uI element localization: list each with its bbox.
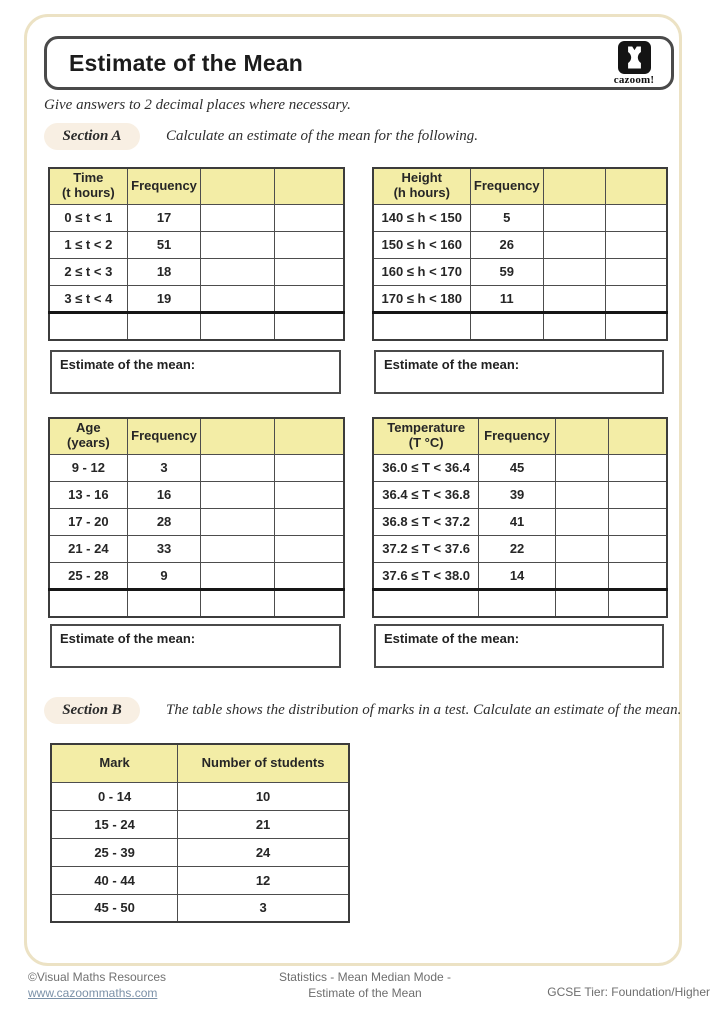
answer-cell <box>201 312 275 340</box>
answer-cell <box>201 508 275 535</box>
answer-cell <box>127 589 201 617</box>
estimate-label: Estimate of the mean: <box>384 357 520 372</box>
totals-row <box>373 589 667 617</box>
range-cell: 1 ≤ t < 2 <box>49 231 127 258</box>
answer-cell <box>555 481 608 508</box>
range-cell: 13 - 16 <box>49 481 127 508</box>
range-cell: 25 - 28 <box>49 562 127 589</box>
answer-cell <box>479 589 555 617</box>
answer-cell <box>201 535 275 562</box>
section-b-header <box>44 697 681 724</box>
range-cell: 36.8 ≤ T < 37.2 <box>373 508 479 535</box>
frequency-cell: 5 <box>470 204 544 231</box>
answer-cell <box>605 204 667 231</box>
table-row <box>51 782 349 810</box>
answer-cell <box>201 258 275 285</box>
answer-cell <box>605 231 667 258</box>
answer-cell <box>275 258 344 285</box>
answer-cell <box>275 231 344 258</box>
answer-cell <box>201 589 275 617</box>
frequency-cell: 16 <box>127 481 201 508</box>
frequency-cell: 39 <box>479 481 555 508</box>
table-temperature <box>372 417 668 618</box>
frequency-column-header: Frequency <box>470 168 544 204</box>
answer-cell <box>201 454 275 481</box>
header-row <box>373 418 667 454</box>
estimate-answer-box <box>50 350 341 394</box>
range-cell: 15 - 24 <box>51 810 178 838</box>
footer-subject-line1: Statistics - Mean Median Mode - <box>278 970 452 984</box>
answer-cell <box>608 562 667 589</box>
answer-cell <box>373 589 479 617</box>
answer-cell <box>608 481 667 508</box>
height-column-header: Height (h hours) <box>373 168 470 204</box>
answer-cell <box>275 312 344 340</box>
table-row <box>51 838 349 866</box>
answer-cell <box>608 535 667 562</box>
page-title: Estimate of the Mean <box>69 50 304 76</box>
answer-cell <box>201 204 275 231</box>
totals-row <box>49 312 344 340</box>
frequency-cell: 26 <box>470 231 544 258</box>
section-a-header <box>44 123 478 150</box>
header-row <box>49 168 344 204</box>
estimate-label: Estimate of the mean: <box>60 357 196 372</box>
table-time <box>48 167 345 341</box>
blank-header-cell <box>544 168 606 204</box>
answer-cell <box>373 312 470 340</box>
range-cell: 0 - 14 <box>51 782 178 810</box>
count-cell: 10 <box>178 782 349 810</box>
range-cell: 37.6 ≤ T < 38.0 <box>373 562 479 589</box>
answer-cell <box>608 508 667 535</box>
table-marks <box>50 743 350 923</box>
answer-cell <box>544 231 606 258</box>
answer-cell <box>470 312 544 340</box>
footer-copyright: ©Visual Maths Resources <box>28 970 167 984</box>
frequency-cell: 3 <box>127 454 201 481</box>
answer-cell <box>605 285 667 312</box>
answer-cell <box>275 285 344 312</box>
worksheet-instruction: Give answers to 2 decimal places where necessary. <box>44 97 351 113</box>
answer-cell <box>555 535 608 562</box>
answer-cell <box>275 454 344 481</box>
range-cell: 21 - 24 <box>49 535 127 562</box>
section-b-instruction: The table shows the distribution of marks in a test. Calculate an estimate of the mean. <box>166 702 682 718</box>
frequency-cell: 19 <box>127 285 201 312</box>
table-row <box>51 894 349 922</box>
table-row <box>373 454 667 481</box>
range-cell: 36.0 ≤ T < 36.4 <box>373 454 479 481</box>
section-a-instruction: Calculate an estimate of the mean for the following. <box>166 128 479 144</box>
frequency-cell: 18 <box>127 258 201 285</box>
range-cell: 150 ≤ h < 160 <box>373 231 470 258</box>
blank-header-cell <box>275 418 344 454</box>
range-cell: 140 ≤ h < 150 <box>373 204 470 231</box>
answer-cell <box>275 481 344 508</box>
answer-cell <box>605 258 667 285</box>
frequency-cell: 17 <box>127 204 201 231</box>
blank-header-cell <box>201 418 275 454</box>
answer-cell <box>49 312 127 340</box>
table-row <box>49 204 344 231</box>
blank-header-cell <box>275 168 344 204</box>
range-cell: 37.2 ≤ T < 37.6 <box>373 535 479 562</box>
answer-cell <box>201 231 275 258</box>
time-column-header: Time (t hours) <box>49 168 127 204</box>
table-row <box>51 866 349 894</box>
cazoom-logo <box>607 41 661 86</box>
count-cell: 21 <box>178 810 349 838</box>
range-cell: 40 - 44 <box>51 866 178 894</box>
header-row <box>51 744 349 782</box>
section-b-badge: Section B <box>44 697 140 724</box>
answer-cell <box>275 204 344 231</box>
estimate-answer-box <box>50 624 341 668</box>
range-cell: 2 ≤ t < 3 <box>49 258 127 285</box>
students-column-header: Number of students <box>178 744 349 782</box>
answer-cell <box>201 562 275 589</box>
answer-cell <box>544 312 606 340</box>
frequency-cell: 14 <box>479 562 555 589</box>
estimate-answer-box <box>374 624 664 668</box>
table-row <box>49 562 344 589</box>
range-cell: 0 ≤ t < 1 <box>49 204 127 231</box>
footer-subject <box>225 969 505 1001</box>
count-cell: 12 <box>178 866 349 894</box>
answer-cell <box>555 562 608 589</box>
header-row <box>373 168 667 204</box>
frequency-cell: 59 <box>470 258 544 285</box>
totals-row <box>373 312 667 340</box>
range-cell: 3 ≤ t < 4 <box>49 285 127 312</box>
answer-cell <box>555 454 608 481</box>
totals-row <box>49 589 344 617</box>
cazoom-logo-text: cazoom! <box>613 74 655 86</box>
header-row <box>49 418 344 454</box>
frequency-cell: 51 <box>127 231 201 258</box>
footer-credits <box>28 969 166 1001</box>
range-cell: 45 - 50 <box>51 894 178 922</box>
temperature-column-header: Temperature (T °C) <box>373 418 479 454</box>
answer-cell <box>201 285 275 312</box>
frequency-cell: 9 <box>127 562 201 589</box>
blank-header-cell <box>605 168 667 204</box>
frequency-cell: 41 <box>479 508 555 535</box>
range-cell: 170 ≤ h < 180 <box>373 285 470 312</box>
answer-cell <box>275 508 344 535</box>
answer-cell <box>127 312 201 340</box>
count-cell: 3 <box>178 894 349 922</box>
frequency-cell: 33 <box>127 535 201 562</box>
table-row <box>49 481 344 508</box>
frequency-column-header: Frequency <box>479 418 555 454</box>
table-row <box>49 535 344 562</box>
table-row <box>49 258 344 285</box>
frequency-cell: 28 <box>127 508 201 535</box>
table-row <box>373 481 667 508</box>
table-height <box>372 167 668 341</box>
estimate-answer-box <box>374 350 664 394</box>
answer-cell <box>544 258 606 285</box>
answer-cell <box>49 589 127 617</box>
range-cell: 160 ≤ h < 170 <box>373 258 470 285</box>
frequency-column-header: Frequency <box>127 418 201 454</box>
frequency-cell: 11 <box>470 285 544 312</box>
table-row <box>373 508 667 535</box>
footer-subject-line2: Estimate of the Mean <box>308 986 422 1001</box>
footer-website-link[interactable]: www.cazoommaths.com <box>28 986 158 1001</box>
table-row <box>373 562 667 589</box>
cazoom-logo-icon <box>618 41 651 74</box>
answer-cell <box>605 312 667 340</box>
answer-cell <box>555 589 608 617</box>
table-row <box>51 810 349 838</box>
mark-column-header: Mark <box>51 744 178 782</box>
answer-cell <box>201 481 275 508</box>
answer-cell <box>608 454 667 481</box>
answer-cell <box>555 508 608 535</box>
frequency-column-header: Frequency <box>127 168 201 204</box>
count-cell: 24 <box>178 838 349 866</box>
age-column-header: Age (years) <box>49 418 127 454</box>
blank-header-cell <box>555 418 608 454</box>
estimate-label: Estimate of the mean: <box>384 631 520 646</box>
range-cell: 36.4 ≤ T < 36.8 <box>373 481 479 508</box>
footer-tier: GCSE Tier: Foundation/Higher <box>547 985 710 999</box>
blank-header-cell <box>608 418 667 454</box>
table-row <box>49 454 344 481</box>
table-row <box>49 508 344 535</box>
table-row <box>373 204 667 231</box>
table-row <box>373 285 667 312</box>
answer-cell <box>544 204 606 231</box>
range-cell: 25 - 39 <box>51 838 178 866</box>
estimate-label: Estimate of the mean: <box>60 631 196 646</box>
range-cell: 17 - 20 <box>49 508 127 535</box>
table-row <box>373 258 667 285</box>
answer-cell <box>275 589 344 617</box>
frequency-cell: 45 <box>479 454 555 481</box>
table-row <box>373 231 667 258</box>
table-row <box>373 535 667 562</box>
blank-header-cell <box>201 168 275 204</box>
answer-cell <box>275 562 344 589</box>
answer-cell <box>544 285 606 312</box>
answer-cell <box>608 589 667 617</box>
worksheet-header <box>44 36 674 90</box>
section-a-badge: Section A <box>44 123 140 150</box>
frequency-cell: 22 <box>479 535 555 562</box>
table-row <box>49 285 344 312</box>
answer-cell <box>275 535 344 562</box>
table-age <box>48 417 345 618</box>
table-row <box>49 231 344 258</box>
range-cell: 9 - 12 <box>49 454 127 481</box>
